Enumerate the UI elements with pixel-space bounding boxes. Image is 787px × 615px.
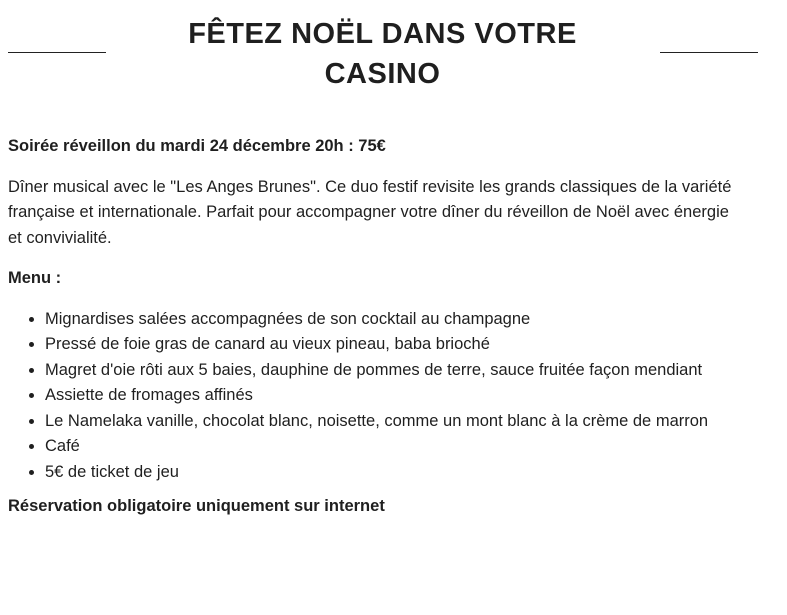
menu-item: • Le Namelaka vanille, chocolat blanc, noisette, comme un mont blanc à la crème de marron [45, 409, 738, 435]
menu-list [8, 307, 738, 486]
event-description: Dîner musical avec le "Les Anges Brunes". Ce duo festif revisite les grands classiques de la variété française et internationale. Parfait pour accompagner votre dîner du réveillon de Noël avec énergie et convivialité. [8, 177, 732, 247]
header-divider-left [8, 52, 106, 53]
menu-item: • Pressé de foie gras de canard au vieux pineau, baba brioché [45, 332, 738, 358]
menu-item: • Café [45, 434, 738, 460]
page-title: FÊTEZ NOËL DANS VOTRE CASINO [188, 18, 577, 90]
event-subtitle: Soirée réveillon du mardi 24 décembre 20h : 75€ [8, 137, 386, 155]
menu-item: • Assiette de fromages affinés [45, 383, 738, 409]
reservation-notice: Réservation obligatoire uniquement sur internet [8, 497, 385, 515]
menu-label: Menu : [8, 269, 62, 287]
event-content [8, 134, 738, 520]
menu-item: • Mignardises salées accompagnées de son cocktail au champagne [45, 307, 738, 333]
menu-item: • Magret d'oie rôti aux 5 baies, dauphine de pommes de terre, sauce fruitée façon mendiant [45, 358, 738, 384]
header-divider-right [660, 52, 758, 53]
menu-item: • 5€ de ticket de jeu [45, 460, 738, 486]
page-header [0, 14, 787, 94]
